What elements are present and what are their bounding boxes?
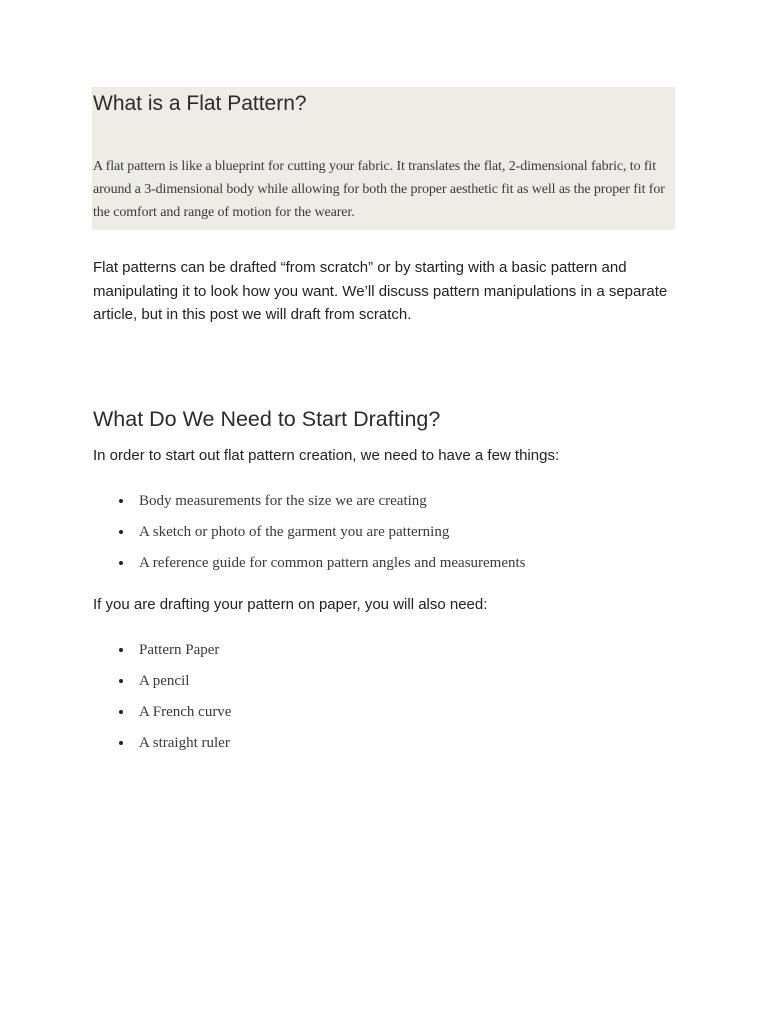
- bullet-icon: [119, 648, 123, 652]
- list-item: [93, 522, 675, 542]
- paper-supplies-intro: If you are drafting your pattern on paper, you will also need:: [93, 596, 488, 613]
- bullet-icon: [119, 710, 123, 714]
- list-item-text: A pencil: [139, 672, 190, 689]
- bullet-icon: [119, 530, 123, 534]
- list-item-text: A French curve: [139, 703, 232, 720]
- bullet-icon: [119, 741, 123, 745]
- list-item: [93, 553, 675, 573]
- section-heading-start-drafting: What Do We Need to Start Drafting?: [93, 406, 441, 431]
- list-item: [93, 640, 675, 660]
- list-item-text: A reference guide for common pattern angles and measurements: [139, 555, 526, 571]
- paper-supplies-list: [93, 640, 675, 753]
- requirements-list: [93, 491, 675, 573]
- list-item: [93, 733, 675, 753]
- list-item-text: Body measurements for the size we are creating: [139, 493, 427, 509]
- requirements-intro: In order to start out flat pattern creation, we need to have a few things:: [93, 446, 560, 464]
- section-heading-flat-pattern: What is a Flat Pattern?: [93, 92, 307, 115]
- document-page: [93, 87, 675, 764]
- definition-box: [92, 87, 675, 230]
- list-item: [93, 702, 675, 722]
- list-item-text: A sketch or photo of the garment you are patterning: [139, 524, 450, 540]
- body-paragraph: Flat patterns can be drafted “from scratch” or by starting with a basic pattern and manipulating it to look how you want. We’ll discuss pattern manipulations in a separate article, but in this post we will draft from scratch.: [93, 259, 668, 323]
- bullet-icon: [119, 499, 123, 503]
- list-item: [93, 491, 675, 511]
- list-item: [93, 671, 675, 691]
- definition-paragraph: A flat pattern is like a blueprint for cutting your fabric. It translates the flat, 2-dimensional fabric, to fit around a 3-dimensional body while allowing for both the proper aesthetic fit as well as the proper fit for the comfort and range of motion for the wearer.: [93, 159, 665, 220]
- bullet-icon: [119, 561, 123, 565]
- list-item-text: A straight ruler: [139, 734, 230, 751]
- bullet-icon: [119, 679, 123, 683]
- list-item-text: Pattern Paper: [139, 641, 220, 658]
